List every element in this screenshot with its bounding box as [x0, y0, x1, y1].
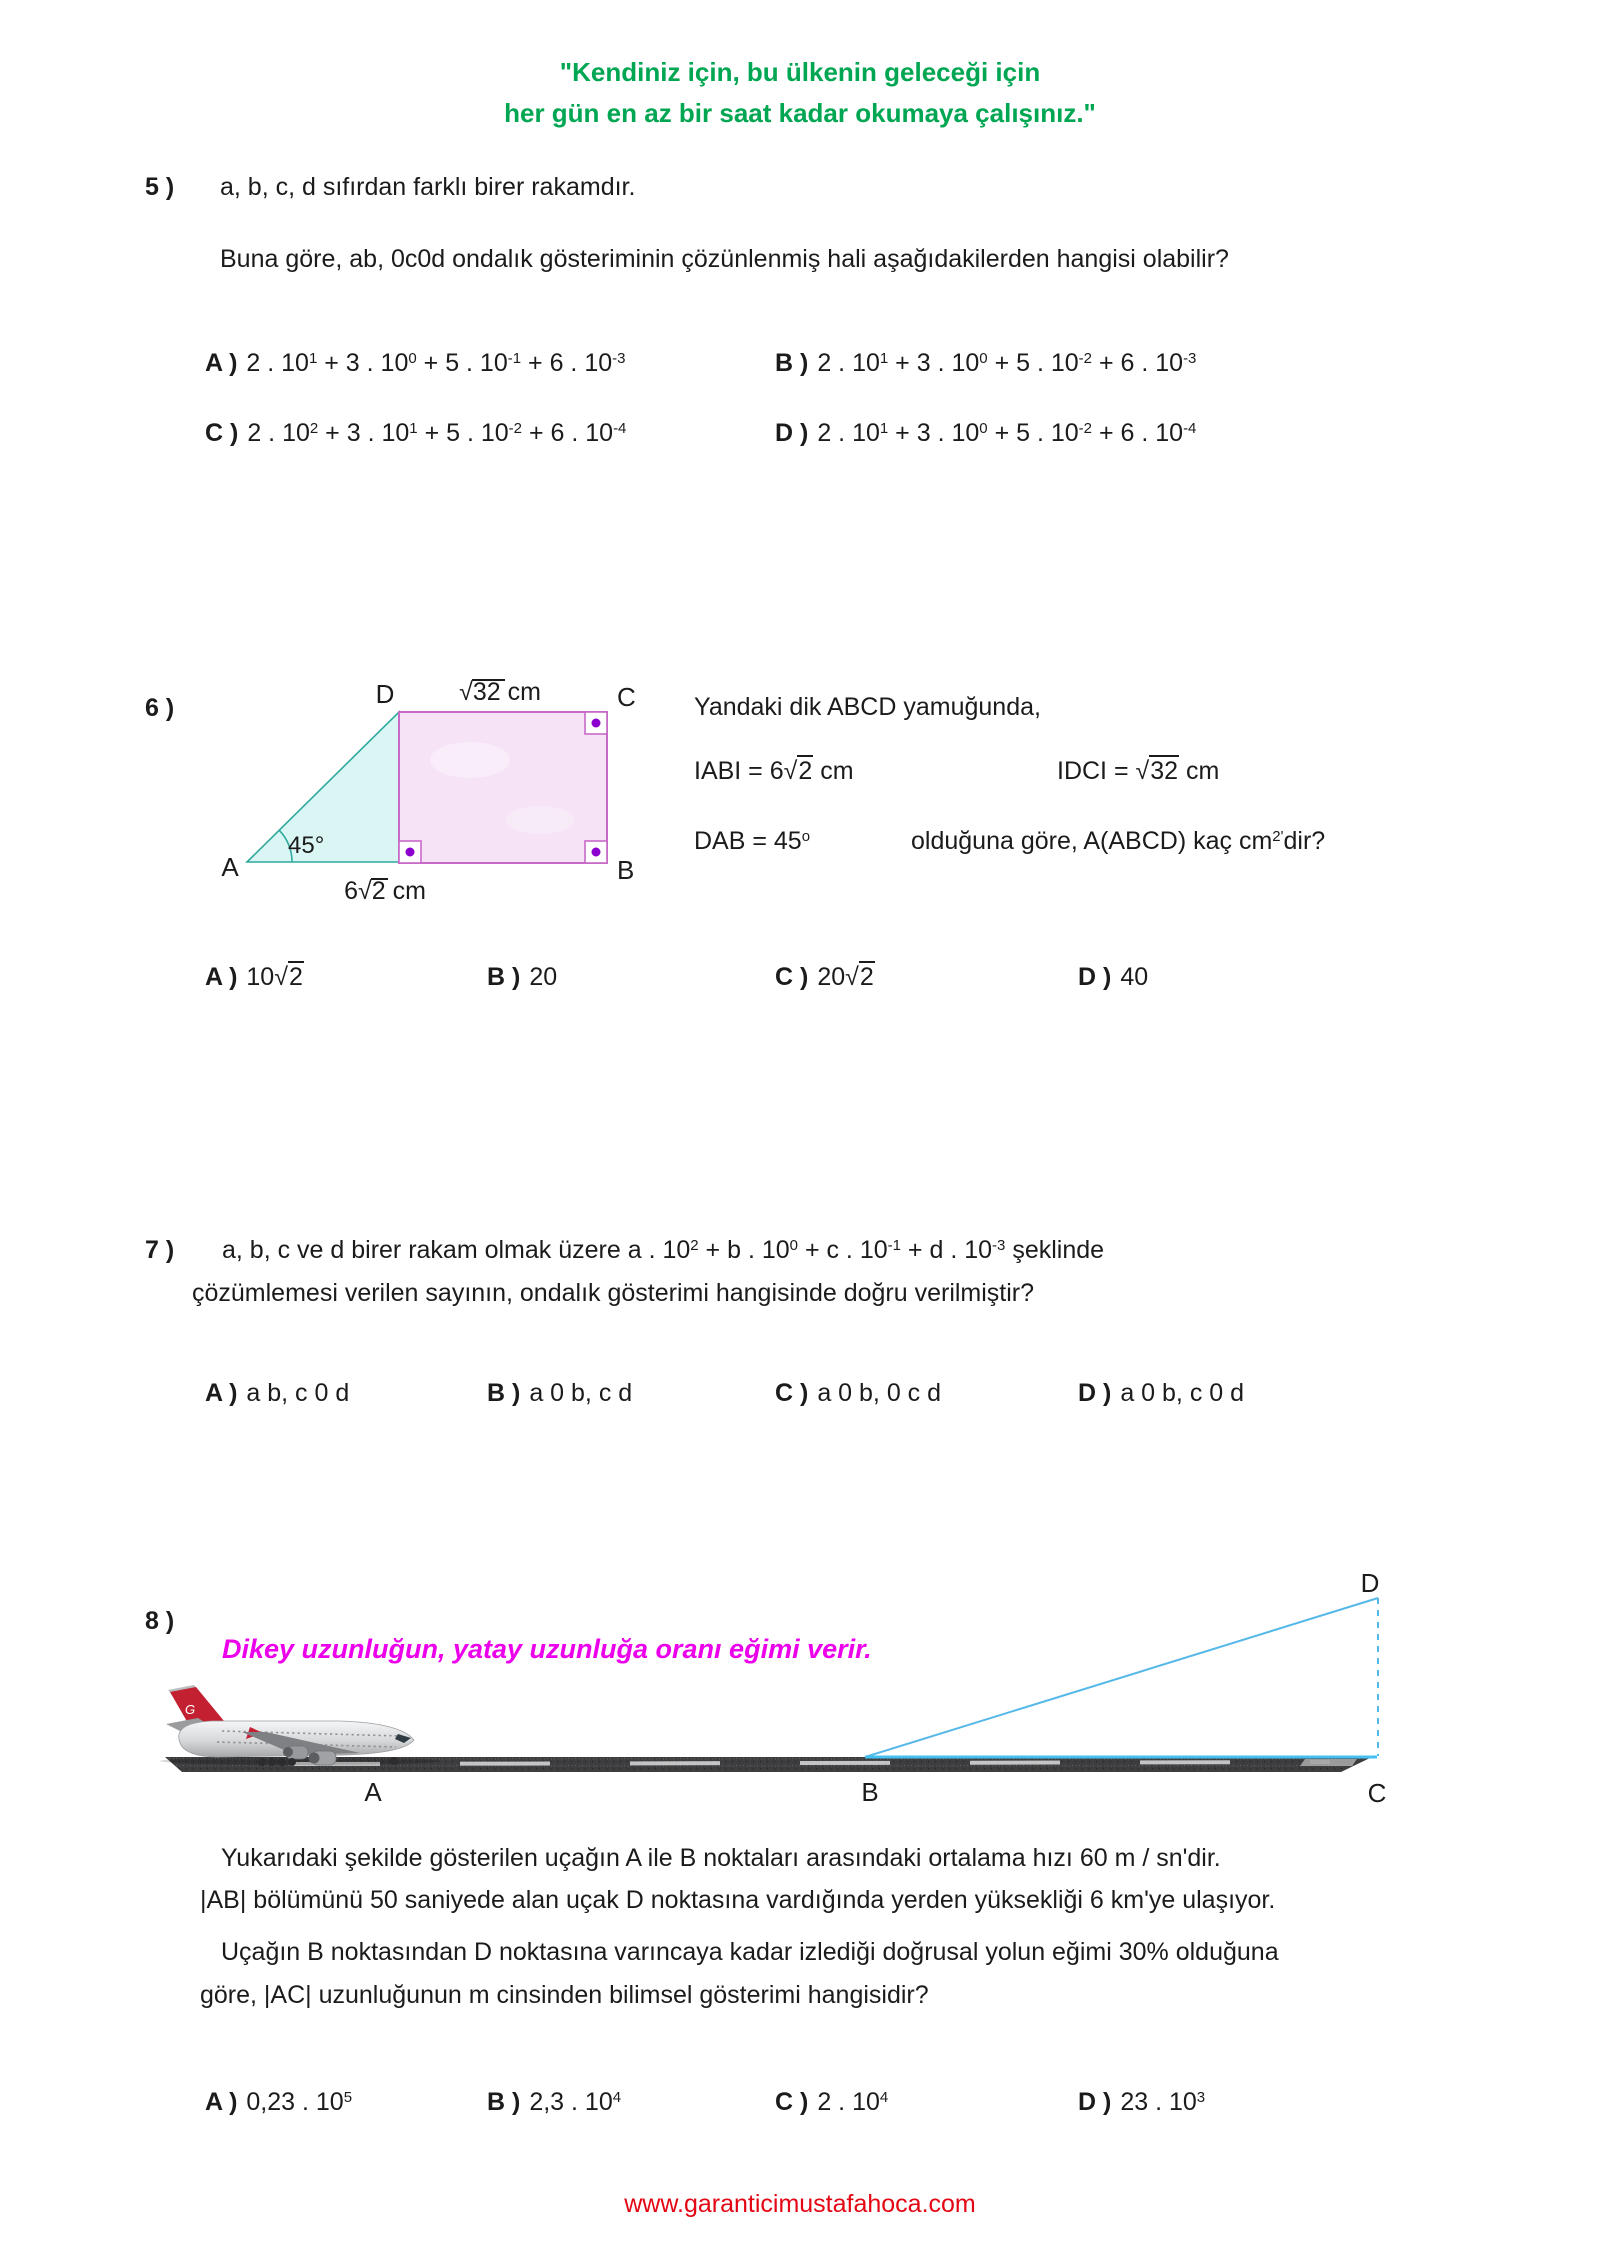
header-quote	[0, 52, 1600, 134]
q8-option-b-expr: 2,3 . $10^4$	[529, 2088, 622, 2116]
q6-option-b	[487, 962, 557, 992]
main-gear-wheel	[278, 1758, 286, 1766]
q6-option-c-label: C )	[775, 963, 809, 991]
q5-text-line1: a, b, c, d sıfırdan farklı birer rakamdır.	[220, 173, 636, 201]
q5-option-a-expr: 2 . $10^1 + 3$ . $10^0 + 5$ . $10^{-1} + 6$ . $10^{-3}$	[246, 349, 626, 377]
q6-angle-statement: DAB = $45^o$	[694, 827, 811, 855]
q8-option-b-label: B )	[487, 2088, 521, 2116]
q7-option-a-text: a b, c 0 d	[246, 1379, 350, 1407]
q6-option-d	[1078, 962, 1148, 992]
right-angle-marker-b	[585, 841, 607, 863]
q8-slope-note: Dikey uzunluğun, yatay uzunluğa oranı eğimi verir.	[222, 1634, 872, 1664]
q5-option-b-expr: 2 . $10^1 + 3$ . $10^0 + 5$ . $10^{-2} + 6$ . $10^{-3}$	[817, 349, 1197, 377]
q5-number: 5 )	[145, 173, 175, 201]
q8-para1-line1: Yukarıdaki şekilde gösterilen uçağın A ile B noktaları arasındaki ortalama hızı 60 m / sn'dir.	[221, 1844, 1221, 1872]
q6-ab-length: IABI = 6√2 cm	[694, 757, 854, 785]
q6-option-d-label: D )	[1078, 963, 1112, 991]
vertex-label-c: C	[617, 682, 636, 712]
q7-option-a-label: A )	[205, 1379, 238, 1407]
q7-option-c-text: a 0 b, 0 c d	[817, 1379, 942, 1407]
q6-number: 6 )	[145, 694, 175, 722]
q5-option-c-label: C )	[205, 419, 239, 447]
main-gear-wheel	[258, 1758, 266, 1766]
q7-text-line1: a, b, c ve d birer rakam olmak üzere a . $10^2 + b$ . $10^0 + c$ . $10^{-1} + d$ . $10^{-3}$ şeklinde	[222, 1236, 1105, 1264]
q8-option-b	[487, 2087, 621, 2121]
q5-option-b	[775, 348, 1196, 382]
point-label-b: B	[861, 1777, 879, 1807]
q8-runway-diagram	[100, 1565, 1440, 1815]
q7-option-c-label: C )	[775, 1379, 809, 1407]
q8-option-c-label: C )	[775, 2088, 809, 2116]
vertex-label-a: A	[221, 852, 239, 882]
q8-option-d-expr: 23 . $10^3$	[1120, 2088, 1206, 2116]
header-quote-line2: her gün en az bir saat kadar okumaya çalışınız."	[504, 98, 1096, 128]
q8-para2-line2: göre, |AC| uzunluğunun m cinsinden bilimsel gösterimi hangisidir?	[200, 1981, 929, 2009]
q5-option-d-label: D )	[775, 419, 809, 447]
header-quote-line1: "Kendiniz için, bu ülkenin geleceği için	[559, 57, 1041, 87]
q7-number: 7 )	[145, 1236, 175, 1264]
q6-intro: Yandaki dik ABCD yamuğunda,	[694, 693, 1041, 721]
point-label-c: C	[1367, 1778, 1387, 1808]
q5-option-d	[775, 418, 1196, 452]
slope-line-bd	[865, 1598, 1378, 1757]
q8-option-c-expr: 2 . $10^4$	[817, 2088, 889, 2116]
nose-gear-wheel	[390, 1757, 398, 1765]
top-length-label: √32 cm	[459, 678, 541, 706]
q6-option-b-expr: 20	[529, 963, 558, 991]
marble-highlight	[430, 742, 510, 778]
q8-option-d	[1078, 2087, 1205, 2121]
q7-text-line2: çözümlemesi verilen sayının, ondalık gösterimi hangisinde doğru verilmiştir?	[192, 1279, 1035, 1307]
main-gear-wheel	[288, 1758, 296, 1766]
angle-label: 45°	[288, 832, 325, 859]
q8-para2-line1: Uçağın B noktasından D noktasına varıncaya kadar izlediği doğrusal yolun eğimi 30% olduğuna	[221, 1938, 1279, 1966]
q6-option-a-label: A )	[205, 963, 238, 991]
q6-option-d-expr: 40	[1120, 963, 1149, 991]
engine-inner-intake	[283, 1747, 293, 1757]
q7-option-b-label: B )	[487, 1379, 521, 1407]
marble-highlight	[506, 806, 574, 834]
q5-option-c	[205, 418, 626, 452]
q6-trapezoid-diagram	[140, 670, 660, 910]
main-gear-wheel	[268, 1758, 276, 1766]
q7-option-d-label: D )	[1078, 1379, 1112, 1407]
q8-option-a	[205, 2087, 352, 2121]
tail-logo: G	[184, 1702, 196, 1717]
point-label-a: A	[364, 1777, 382, 1807]
vertex-label-b: B	[617, 855, 635, 885]
right-angle-marker-c	[585, 712, 607, 734]
q8-option-c	[775, 2087, 888, 2121]
q6-dc-length: IDCI = √32 cm	[1057, 757, 1220, 785]
q8-para1-line2: |AB| bölümünü 50 saniyede alan uçak D noktasına vardığında yerden yüksekliği 6 km'ye ulaşıyor.	[200, 1886, 1276, 1914]
q7-option-a	[205, 1378, 349, 1408]
airplane-illustration	[160, 1685, 440, 1766]
q5-option-d-expr: 2 . $10^1 + 3$ . $10^0 + 5$ . $10^{-2} + 6$ . $10^{-4}$	[817, 419, 1197, 447]
q5-option-c-expr: 2 . $10^2 + 3$ . $10^1 + 5$ . $10^{-2} + 6$ . $10^{-4}$	[247, 419, 627, 447]
q6-option-a-expr: 10√2	[246, 963, 303, 991]
engine-outer-intake	[309, 1753, 320, 1764]
q5-option-b-label: B )	[775, 349, 809, 377]
q8-option-a-label: A )	[205, 2088, 238, 2116]
q7-option-c	[775, 1378, 941, 1408]
q8-option-d-label: D )	[1078, 2088, 1112, 2116]
q8-option-a-expr: 0,23 . $10^5$	[246, 2088, 353, 2116]
q5-option-a	[205, 348, 625, 382]
rectangle-shape	[399, 712, 607, 863]
q6-option-c	[775, 962, 875, 992]
q8-number: 8 )	[145, 1607, 175, 1635]
q6-option-a	[205, 962, 304, 992]
q6-option-c-expr: 20√2	[817, 963, 874, 991]
q7-option-d	[1078, 1378, 1244, 1408]
point-label-d: D	[1360, 1568, 1380, 1598]
bottom-length-label: 6√2 cm	[344, 877, 426, 905]
q7-option-b	[487, 1378, 632, 1408]
q5-option-a-label: A )	[205, 349, 238, 377]
runway-threshold-mark	[1300, 1759, 1357, 1766]
q7-option-b-text: a 0 b, c d	[529, 1379, 633, 1407]
q5-text-line2: Buna göre, ab, 0c0d ondalık gösteriminin çözünlenmiş hali aşağıdakilerden hangisi olabilir?	[220, 245, 1229, 273]
vertex-label-d: D	[375, 679, 395, 709]
q6-option-b-label: B )	[487, 963, 521, 991]
right-angle-marker-dfoot	[399, 841, 421, 863]
footer-url: www.garanticimustafahoca.com	[624, 2190, 976, 2218]
q7-option-d-text: a 0 b, c 0 d	[1120, 1379, 1245, 1407]
q6-question: olduğuna göre, A(ABCD) kaç $cm^{2'}dir$?	[911, 827, 1326, 855]
